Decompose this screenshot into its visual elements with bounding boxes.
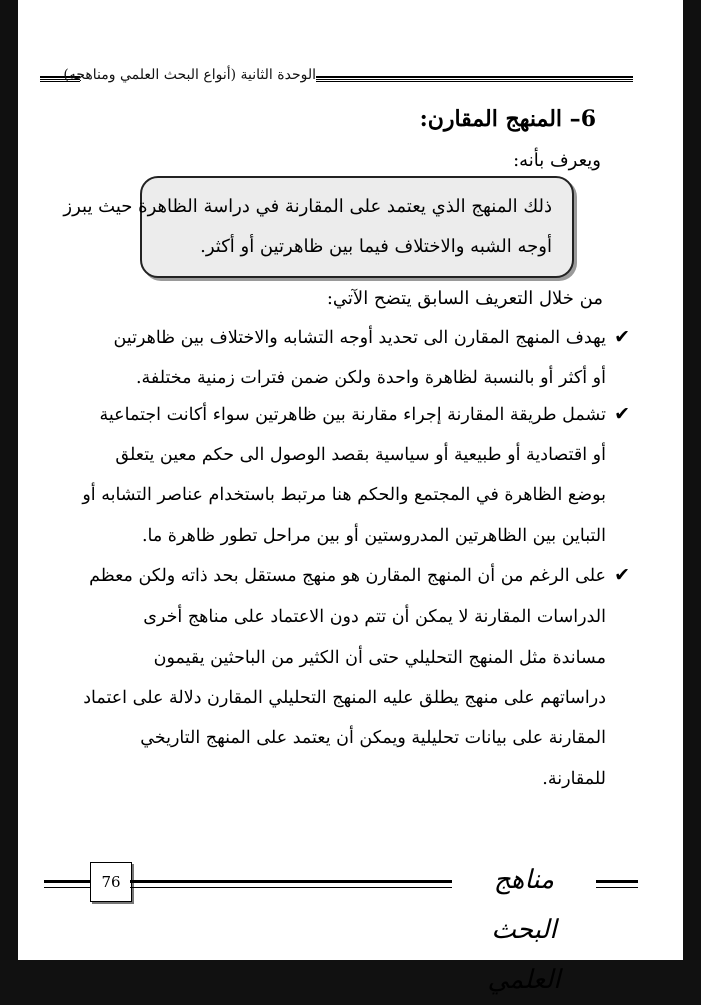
bullet-2-line-1: تشمل طريقة المقارنة إجراء مقارنة بين ظاهرتين سواء أكانت اجتماعية <box>99 405 606 425</box>
checkmark-icon: ✔ <box>614 403 630 425</box>
bullet-2-line-4: التباين بين الظاهرتين المدروستين أو بين مراحل تطور ظاهرة ما. <box>141 526 606 546</box>
checkmark-icon: ✔ <box>614 326 630 348</box>
footer-rule-middle <box>130 880 452 888</box>
photo-border-left <box>0 0 18 960</box>
bullet-3-line-4: دراساتهم على منهج يطلق عليه المنهج التحليلي المقارن دلالة على اعتماد <box>83 688 606 708</box>
bullet-3-line-6: للمقارنة. <box>542 769 606 789</box>
definition-line-1: ذلك المنهج الذي يعتمد على المقارنة في دراسة الظاهرة حيث يبرز <box>63 196 552 217</box>
section-title: 6– المنهج المقارن: <box>419 106 596 132</box>
bullet-3-line-5: المقارنة على بيانات تحليلية ويمكن أن يعتمد على المنهج التاريخي <box>140 728 606 748</box>
header-rule-right <box>316 76 633 82</box>
document-page <box>18 0 683 995</box>
bullet-3-line-2: الدراسات المقارنة لا يمكن أن تتم دون الاعتماد على مناهج أخرى <box>143 607 606 627</box>
bullet-1-line-2: أو أكثر أو بالنسبة لظاهرة واحدة ولكن ضمن فترات زمنية مختلفة. <box>135 368 606 388</box>
checkmark-icon: ✔ <box>614 564 630 586</box>
photo-border-right <box>683 0 701 960</box>
header-unit-title: الوحدة الثانية (أنواع البحث العلمي ومناهجه) <box>63 67 316 83</box>
bullet-2-line-2: أو اقتصادية أو طبيعية أو سياسية بقصد الوصول الى حكم معين يتعلق <box>115 445 606 465</box>
lead-sentence: من خلال التعريف السابق يتضح الآتي: <box>326 288 603 309</box>
definition-box <box>63 176 574 278</box>
section-intro: ويعرف بأنه: <box>513 150 601 171</box>
bullet-2-line-3: بوضع الظاهرة في المجتمع والحكم هنا مرتبط باستخدام عناصر التشابه أو <box>82 485 606 505</box>
bullet-3-line-3: مساندة مثل المنهج التحليلي حتى أن الكثير من الباحثين يقيمون <box>153 648 606 668</box>
footer-rule-left <box>44 880 90 888</box>
footer-rule-right <box>596 880 638 888</box>
bullet-3-line-1: على الرغم من أن المنهج المقارن هو منهج مستقل بحد ذاته ولكن معظم <box>89 566 606 586</box>
book-logo: مناهج البحث العلمي <box>487 865 561 995</box>
definition-line-2: أوجه الشبه والاختلاف فيما بين ظاهرتين أو أكثر. <box>200 236 552 257</box>
page-number: 76 <box>90 862 132 902</box>
bullet-1-line-1: يهدف المنهج المقارن الى تحديد أوجه التشابه والاختلاف بين ظاهرتين <box>113 328 606 348</box>
